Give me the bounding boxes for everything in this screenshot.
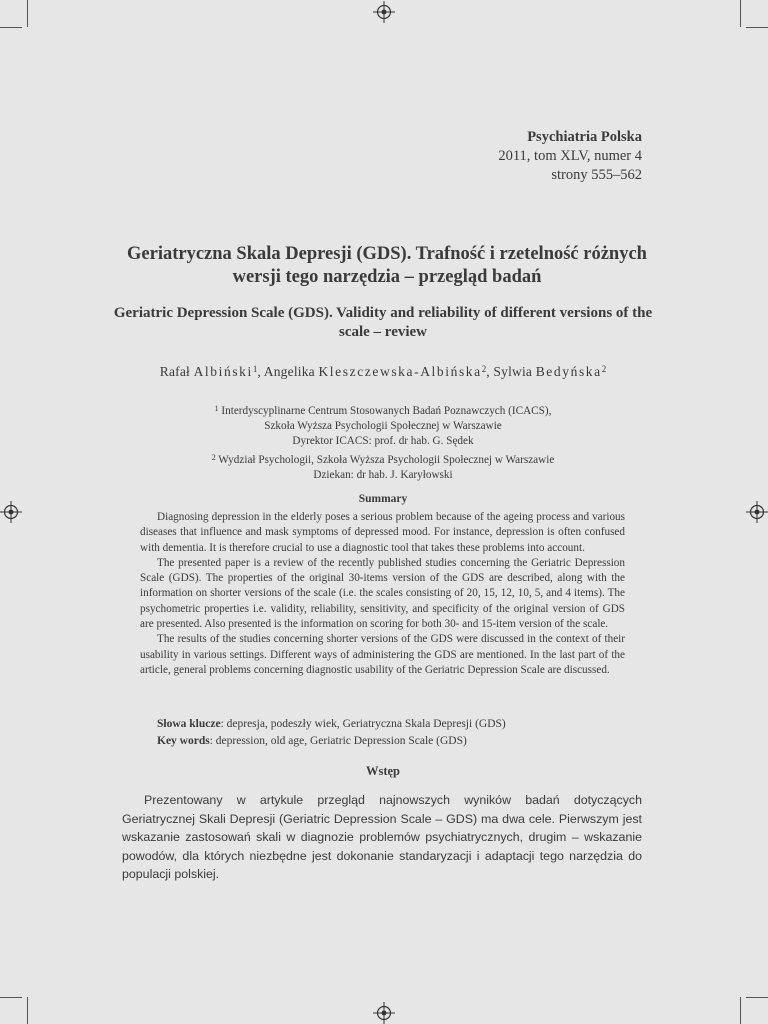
keywords-english: Key words: depression, old age, Geriatric Depression Scale (GDS) (157, 734, 467, 747)
author-list: Rafał Albiński$^1$, Angelika Kleszczewska-Albińska$^2$, Sylwia Bedyńska$^2$ (159, 364, 607, 379)
crop-mark-bottom-right-h (746, 997, 768, 998)
title-polish: Geriatryczna Skala Depresji (GDS). Trafność i rzetelność różnych wersji tego narzędzia – przegląd badań (127, 244, 647, 287)
crop-mark-top-left (27, 0, 28, 27)
summary-paragraph: The presented paper is a review of the recently published studies concerning the Geriatric Depression Scale (GDS). The properties of the original 30-items version of the GDS are described, along with the information on shorter versions of the scale (i.e. the scales consisting of 20, 15, 12, 10, 5, and 4 items). The psychometric properties i.e. validity, reliability, sensitivity, and specificity of the original version of GDS are presented. Also presented is the information on scoring for both 30- and 15-item version of the scale. (140, 556, 625, 631)
intro-paragraph: Prezentowany w artykule przegląd najnowszych wyników badań dotyczących Geriatrycznej Skali Depresji (Geriatric Depression Scale – GDS) ma dwa cele. Pierwszym jest wskazanie zastosowań skali w diagnozie problemów psychiatrycznych, drugim – wskazanie powodów, dla których niezbędne jest dokonanie standaryzacji i adaptacji tego narzędzia do populacji polskiej. (122, 793, 642, 882)
summary-paragraph: Diagnosing depression in the elderly poses a serious problem because of the ageing process and various diseases that influence and mask symptoms of depressed mood. For instance, depression is often confused with dementia. It is therefore crucial to use a diagnostic tool that takes these problems into account. (140, 511, 625, 554)
author-name: Rafał Albiński$^1$ (159, 364, 258, 379)
affiliation-line: Dziekan: dr hab. J. Karyłowski (313, 468, 453, 481)
keywords (157, 716, 627, 749)
journal-header (420, 128, 642, 185)
crop-mark-bottom-right (740, 997, 741, 1024)
crop-mark-top-right-h (746, 27, 768, 28)
journal-pages: strony 555–562 (551, 167, 642, 183)
author-name: Sylwia Bedyńska$^2$ (493, 364, 607, 379)
summary-heading: Summary (358, 493, 408, 505)
affiliation-line: Dyrektor ICACS: prof. dr hab. G. Sędek (292, 435, 474, 448)
title-english: Geriatric Depression Scale (GDS). Validity and reliability of different versions of the scale – review (113, 305, 653, 340)
registration-mark-bottom-icon (373, 1002, 395, 1024)
registration-mark-right-icon (746, 501, 768, 523)
intro-heading: Wstęp (365, 764, 401, 778)
crop-mark-bottom-left (27, 997, 28, 1024)
summary-paragraph: The results of the studies concerning shorter versions of the GDS were discussed in the context of their usability in various settings. Different ways of administering the GDS are mentioned. In the last part of the article, general problems concerning diagnostic usability of the Geriatric Depression Scale are discussed. (140, 633, 625, 676)
affiliation-line: Szkoła Wyższa Psychologii Społecznej w Warszawie (264, 420, 502, 433)
registration-mark-left-icon (0, 501, 22, 523)
crop-mark-top-left-h (0, 27, 22, 28)
journal-issue: 2011, tom XLV, numer 4 (498, 148, 642, 164)
intro-body (122, 791, 642, 884)
summary-body (140, 510, 625, 678)
journal-name: Psychiatria Polska (527, 129, 642, 145)
author-name: Angelika Kleszczewska-Albińska$^2$ (263, 364, 487, 379)
affiliation-line: $^2$ Wydział Psychologii, Szkoła Wyższa Psychologii Społecznej w Warszawie (211, 452, 555, 466)
affiliations (112, 401, 654, 483)
keywords-polish: Słowa klucze: depresja, podeszły wiek, Geriatryczna Skala Depresji (GDS) (157, 718, 506, 730)
crop-mark-bottom-left-h (0, 997, 22, 998)
affiliation-line: $^1$ Interdyscyplinarne Centrum Stosowanych Badań Poznawczych (ICACS), (214, 404, 552, 417)
registration-mark-top-icon (373, 1, 395, 23)
crop-mark-top-right (740, 0, 741, 27)
